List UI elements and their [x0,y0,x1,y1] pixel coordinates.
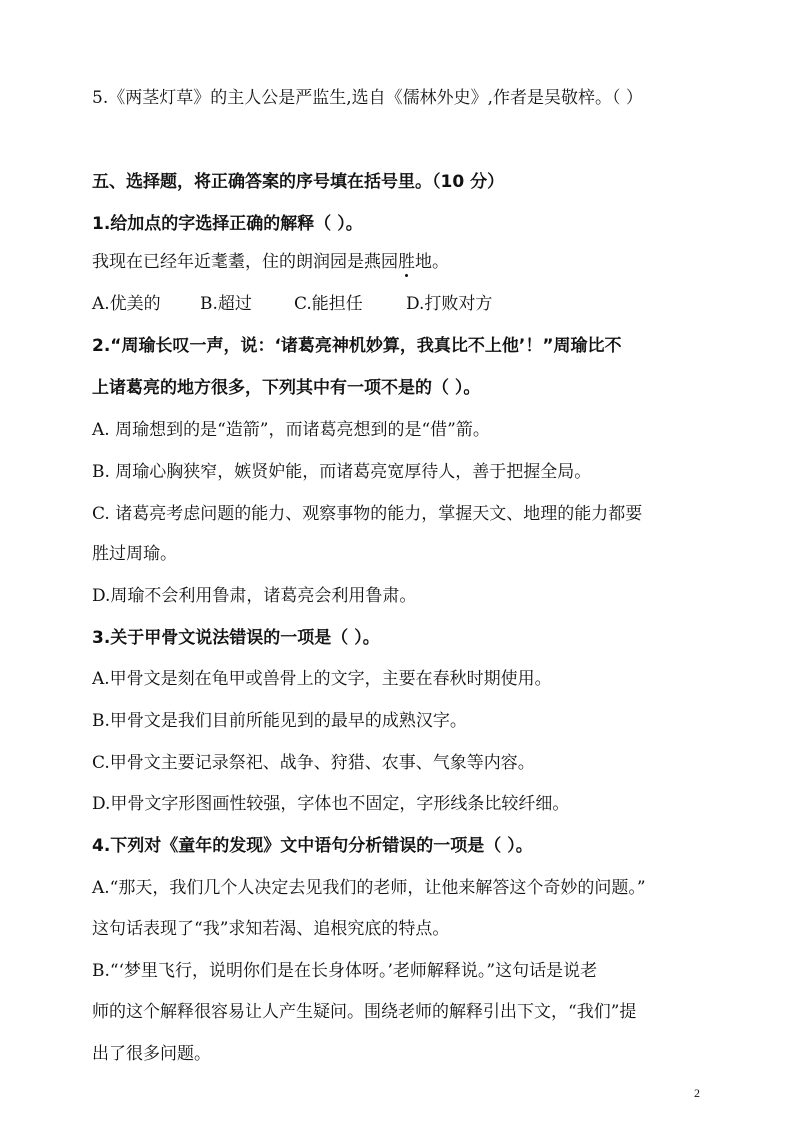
q2-option-c-line2: 胜过周瑜。 [92,544,177,564]
q1-option-b: B.超过 [200,294,252,314]
q1-sentence-before: 我现在已经年近耄耋，住的朗润园是燕园 [92,252,398,272]
page-number: 2 [694,1086,700,1100]
q1-option-d: D.打败对方 [406,294,493,314]
q1-option-c: C.能担任 [294,294,363,314]
q3-option-b: B.甲骨文是我们目前所能见到的最早的成熟汉字。 [92,711,467,731]
q4-option-b-line3: 出了很多问题。 [92,1044,211,1064]
q1-option-a: A.优美的 [92,294,161,314]
q4-stem: 4.下列对《童年的发现》文中语句分析错误的一项是（ ）。 [92,836,533,856]
q1-stem: 1.给加点的字选择正确的解释（ ）。 [92,214,363,234]
q2-option-d: D.周瑜不会利用鲁肃，诸葛亮会利用鲁肃。 [92,586,417,606]
question-4-5: 5.《两茎灯草》的主人公是严监生,选自《儒林外史》,作者是吴敬梓。（ ） [92,88,643,108]
q3-option-c: C.甲骨文主要记录祭祀、战争、狩猎、农事、气象等内容。 [92,753,535,773]
q2-stem-line1: 2.“周瑜长叹一声，说：‘诸葛亮神机妙算，我真比不上他’！”周瑜比不 [92,336,622,356]
q2-option-c-line1: C. 诸葛亮考虑问题的能力、观察事物的能力，掌握天文、地理的能力都要 [92,504,643,524]
q4-option-b-line1: B.“‘梦里飞行，说明你们是在长身体呀。’老师解释说。”这句话是说老 [92,961,598,981]
q3-option-d: D.甲骨文字形图画性较强，字体也不固定，字形线条比较纤细。 [92,794,570,814]
q4-option-a-line2: 这句话表现了“我”求知若渴、追根究底的特点。 [92,919,450,939]
q2-option-b: B. 周瑜心胸狭窄，嫉贤妒能，而诸葛亮宽厚待人，善于把握全局。 [92,462,592,482]
q2-option-a: A. 周瑜想到的是“造箭”，而诸葛亮想到的是“借”箭。 [92,420,490,440]
q2-stem-line2: 上诸葛亮的地方很多，下列其中有一项不是的（ ）。 [92,378,481,398]
section-5-heading: 五、选择题，将正确答案的序号填在括号里。（10 分） [92,172,505,192]
q3-option-a: A.甲骨文是刻在龟甲或兽骨上的文字，主要在春秋时期使用。 [92,669,552,689]
q1-sentence [92,250,449,274]
q4-option-b-line2: 师的这个解释很容易让人产生疑问。围绕老师的解释引出下文，“我们”提 [92,1002,637,1022]
q3-stem: 3.关于甲骨文说法错误的一项是（ ）。 [92,628,380,648]
q1-options [92,292,492,316]
q4-option-a-line1: A.“那天，我们几个人决定去见我们的老师，让他来解答这个奇妙的问题。” [92,878,646,898]
q1-dotted-char: 胜 [398,252,415,272]
q1-sentence-after: 地。 [415,252,449,272]
